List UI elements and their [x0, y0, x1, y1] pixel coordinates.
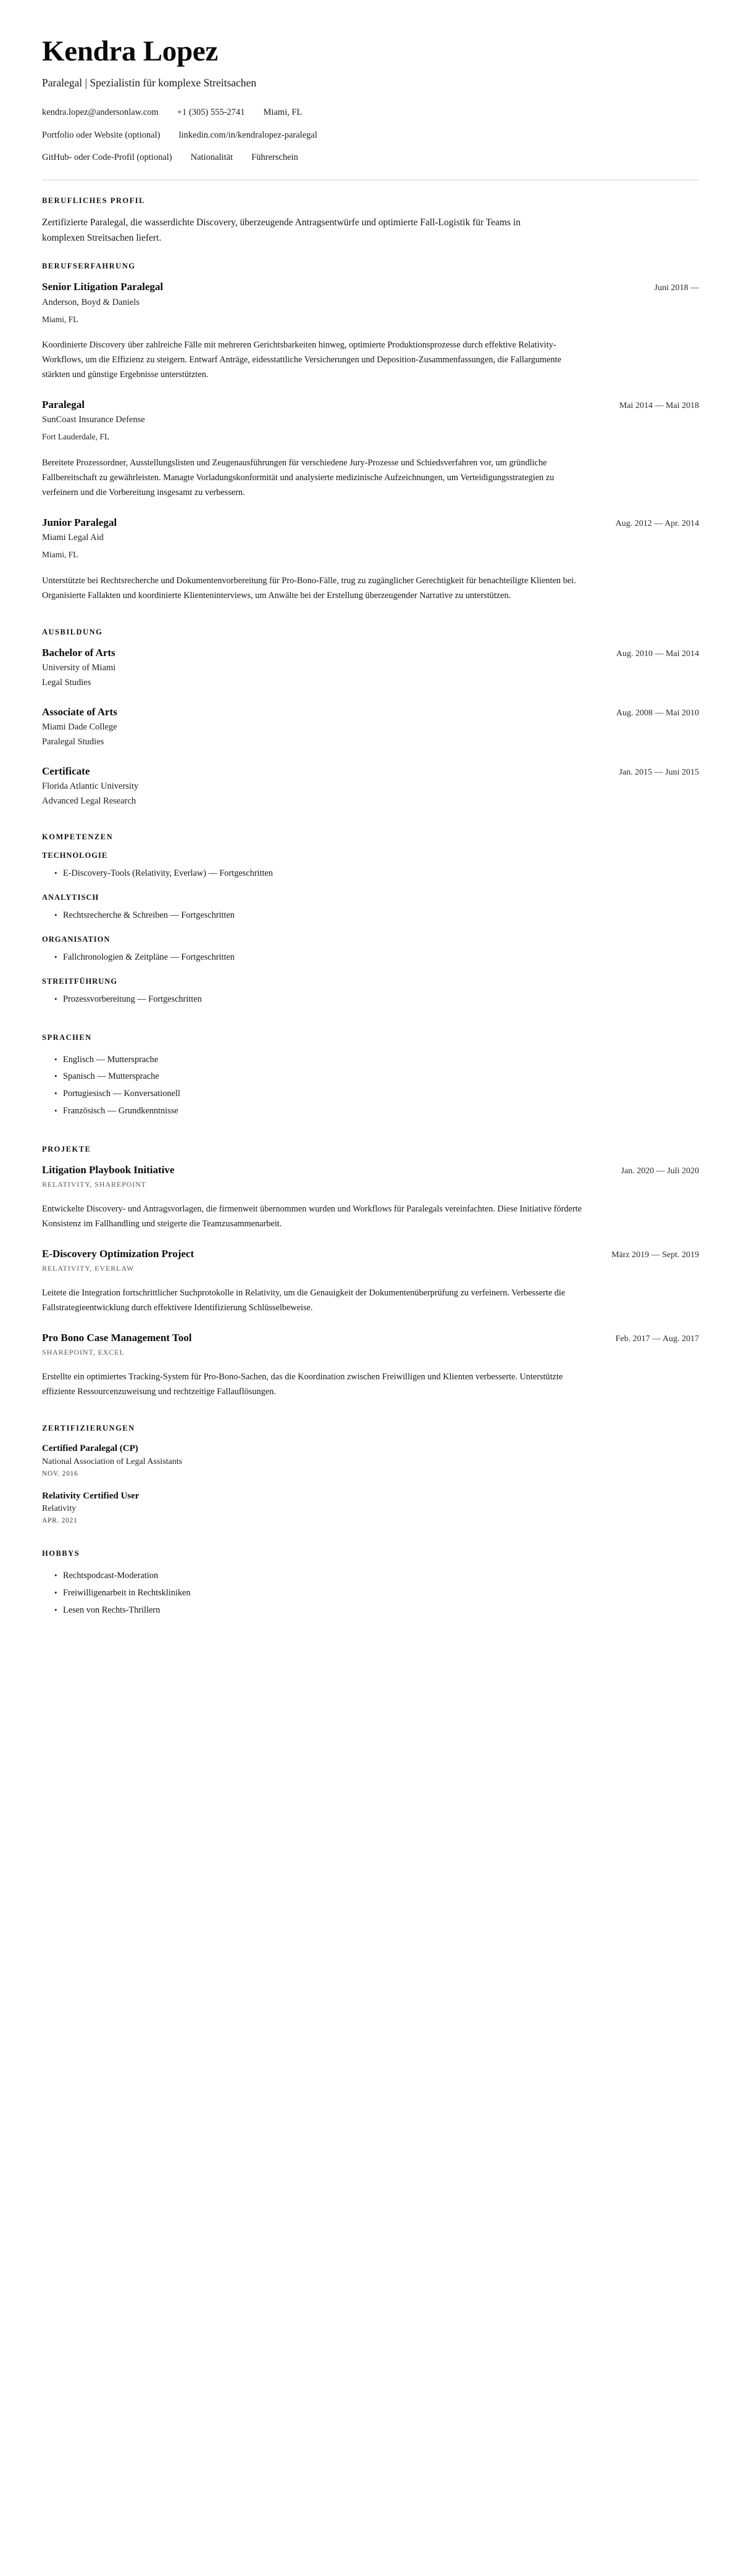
hobby-list	[42, 1568, 699, 1619]
candidate-headline: Paralegal | Spezialistin für komplexe Streitsachen	[42, 76, 257, 89]
section-title-education: AUSBILDUNG	[42, 627, 103, 636]
education-school: Florida Atlantic University	[42, 781, 139, 791]
spacer	[42, 1415, 699, 1424]
contact-github[interactable]: GitHub- oder Code-Profil (optional)	[42, 152, 172, 162]
contact-portfolio[interactable]: Portfolio oder Website (optional)	[42, 130, 161, 140]
spacer	[42, 619, 699, 628]
contact-location: Miami, FL	[263, 107, 303, 118]
education-dates: Aug. 2010 — Mai 2014	[616, 649, 699, 659]
education-dates: Aug. 2008 — Mai 2010	[616, 708, 699, 718]
skill-group	[42, 893, 699, 924]
experience-dates: Juni 2018 —	[654, 283, 699, 293]
profile-summary-text: Zertifizierte Paralegal, die wasserdichte Discovery, überzeugende Antragsentwürfe und optimierte Fall-Logistik für Teams in komplexen Streitsachen liefert.	[42, 217, 521, 244]
project-name: Litigation Playbook Initiative	[42, 1164, 175, 1176]
education-entry	[42, 765, 699, 808]
experience-role: Paralegal	[42, 399, 85, 411]
project-entry	[42, 1163, 699, 1231]
skill-group	[42, 935, 699, 966]
experience-role: Senior Litigation Paralegal	[42, 281, 164, 293]
education-field: Legal Studies	[42, 677, 91, 688]
experience-company: Anderson, Boyd & Daniels	[42, 297, 140, 307]
section-title-skills: KOMPETENZEN	[42, 833, 114, 841]
section-certifications	[42, 1424, 699, 1524]
project-entry	[42, 1247, 699, 1315]
language-item: • Französisch — Grundkenntnisse	[54, 1103, 699, 1120]
project-tags: RELATIVITY, EVERLAW	[42, 1264, 135, 1273]
project-entry-head	[42, 1247, 699, 1261]
experience-company: SunCoast Insurance Defense	[42, 415, 145, 425]
language-item: • Englisch — Muttersprache	[54, 1052, 699, 1069]
experience-description: Unterstützte bei Rechtsrecherche und Dokumentenvorbereitung für Pro-Bono-Fälle, trug zu zugänglicher Gerechtigkeit für benachteiligte Klienten bei. Organisierte Fallakten und koordinierte Klienteninterviews, um Anwälte bei der Erstellung überzeugender Narrative zu unterstützen.	[42, 575, 576, 600]
spacer	[42, 1024, 699, 1033]
experience-description: Koordinierte Discovery über zahlreiche Fälle mit mehreren Gerichtsbarkeiten hinweg, optimierte Produktionsprozesse durch effektive Relativity-Workflows, um die Effizienz zu steigern. Entwarf Anträge, eidesstattliche Versicherungen und Deposition-Zusammenfassungen, die Fallargumente stärkten und günstige Ergebnisse unterstützten.	[42, 340, 561, 380]
certification-date: APR. 2021	[42, 1516, 78, 1524]
spacer	[42, 1136, 699, 1145]
section-title-hobbies: HOBBYS	[42, 1548, 80, 1558]
project-entry-head	[42, 1163, 699, 1177]
certification-issuer: National Association of Legal Assistants	[42, 1456, 183, 1466]
section-skills	[42, 833, 699, 1008]
project-description: Erstellte ein optimiertes Tracking-System für Pro-Bono-Sachen, das die Koordination zwischen Freiwilligen und Klienten verbesserte. Unterstützte effiziente Ressourcenzuweisung und rechtzeitige Fallauflösungen.	[42, 1372, 563, 1397]
certification-entry	[42, 1490, 699, 1524]
certification-date: NOV. 2016	[42, 1469, 78, 1477]
spacer	[42, 824, 699, 833]
hobby-item: • Lesen von Rechts-Thrillern	[54, 1602, 699, 1619]
project-tags: SHAREPOINT, EXCEL	[42, 1348, 125, 1357]
certification-entry	[42, 1442, 699, 1477]
contact-line-extra	[42, 151, 699, 164]
hobby-item: • Rechtspodcast-Moderation	[54, 1568, 699, 1585]
education-degree: Bachelor of Arts	[42, 646, 115, 659]
experience-company: Miami Legal Aid	[42, 533, 104, 543]
section-hobbies	[42, 1549, 699, 1619]
education-dates: Jan. 2015 — Juni 2015	[619, 767, 699, 777]
project-entry-head	[42, 1331, 699, 1345]
experience-entry-head	[42, 398, 699, 412]
contact-line-web	[42, 129, 699, 141]
experience-dates: Aug. 2012 — Apr. 2014	[615, 518, 699, 528]
skill-group-title: ORGANISATION	[42, 934, 111, 944]
project-description: Entwickelte Discovery- und Antragsvorlagen, die firmenweit übernommen wurden und Workflows für Paralegals vereinfachten. Diese Initiative förderte Konsistenz im Fallhandling und steigerte die Teamzusammenarbeit.	[42, 1204, 582, 1229]
experience-location: Miami, FL	[42, 550, 78, 560]
certification-issuer: Relativity	[42, 1503, 77, 1513]
skill-group	[42, 851, 699, 883]
section-title-profile: BERUFLICHES PROFIL	[42, 196, 145, 206]
experience-entry	[42, 280, 699, 382]
education-school: Miami Dade College	[42, 721, 117, 732]
section-profile	[42, 196, 699, 246]
contact-linkedin[interactable]: linkedin.com/in/kendralopez-paralegal	[178, 130, 317, 140]
language-list	[42, 1052, 699, 1121]
certification-name: Certified Paralegal (CP)	[42, 1444, 138, 1454]
skill-list	[42, 949, 699, 966]
contact-line-primary	[42, 106, 699, 118]
project-name: Pro Bono Case Management Tool	[42, 1332, 192, 1344]
skill-group-title: TECHNOLOGIE	[42, 851, 108, 860]
skill-item: • Prozessvorbereitung — Fortgeschritten	[54, 991, 699, 1008]
education-field: Paralegal Studies	[42, 736, 104, 747]
section-title-projects: PROJEKTE	[42, 1145, 91, 1153]
experience-role: Junior Paralegal	[42, 516, 117, 528]
experience-dates: Mai 2014 — Mai 2018	[619, 401, 699, 411]
skill-item: • Fallchronologien & Zeitpläne — Fortgeschritten	[54, 949, 699, 966]
contact-driving-license: Führerschein	[251, 152, 298, 162]
skill-list	[42, 865, 699, 883]
project-dates: Feb. 2017 — Aug. 2017	[615, 1334, 699, 1344]
experience-entry-head	[42, 280, 699, 294]
contact-email[interactable]: kendra.lopez@andersonlaw.com	[42, 107, 159, 118]
spacer	[42, 1540, 699, 1549]
project-name: E-Discovery Optimization Project	[42, 1248, 195, 1260]
education-school: University of Miami	[42, 662, 116, 673]
project-description: Leitete die Integration fortschrittlicher Suchprotokolle in Relativity, um die Genauigkeit der Dokumentenüberprüfung zu verfeinern. Verbesserte die Fallstrategieentwicklung durch effektivere Identifizierung Schlüsselbeweise.	[42, 1288, 566, 1313]
skill-list	[42, 991, 699, 1008]
project-dates: Jan. 2020 — Juli 2020	[621, 1166, 699, 1176]
experience-entry	[42, 516, 699, 603]
skill-group-title: ANALYTISCH	[42, 892, 99, 902]
skill-list	[42, 907, 699, 924]
section-experience	[42, 262, 699, 602]
education-entry-head	[42, 765, 699, 778]
education-degree: Certificate	[42, 765, 90, 777]
certification-name: Relativity Certified User	[42, 1490, 140, 1501]
skill-group	[42, 977, 699, 1008]
section-projects	[42, 1145, 699, 1399]
experience-entry-head	[42, 516, 699, 530]
education-entry	[42, 705, 699, 749]
skill-group-title: STREITFÜHRUNG	[42, 976, 118, 986]
experience-location: Fort Lauderdale, FL	[42, 432, 110, 442]
contact-nationality: Nationalität	[190, 152, 233, 162]
project-dates: März 2019 — Sept. 2019	[611, 1250, 699, 1260]
project-entry	[42, 1331, 699, 1399]
experience-entry	[42, 398, 699, 500]
section-title-experience: BERUFSERFAHRUNG	[42, 262, 136, 271]
experience-description: Bereitete Prozessordner, Ausstellungslisten und Zeugenausführungen für verschiedene Jury-Prozesse und Schiedsverfahren vor, um gründliche Fallbereitschaft zu gewährleisten. Managte Vorladungskonformität und analysierte medizinische Aufzeichnungen, um Verteidigungsstrategien zu verfeinern und die Vorbereitung insgesamt zu verbessern.	[42, 457, 555, 497]
project-tags: RELATIVITY, SHAREPOINT	[42, 1180, 146, 1189]
education-degree: Associate of Arts	[42, 705, 117, 718]
section-title-languages: SPRACHEN	[42, 1032, 92, 1042]
section-title-certifications: ZERTIFIZIERUNGEN	[42, 1424, 135, 1433]
section-education	[42, 628, 699, 808]
language-item: • Portugiesisch — Konversationell	[54, 1086, 699, 1103]
skill-item: • Rechtsrecherche & Schreiben — Fortgeschritten	[54, 907, 699, 924]
language-item: • Spanisch — Muttersprache	[54, 1068, 699, 1086]
education-entry	[42, 646, 699, 689]
candidate-name: Kendra Lopez	[42, 35, 218, 67]
education-entry-head	[42, 705, 699, 719]
hobby-item: • Freiwilligenarbeit in Rechtskliniken	[54, 1585, 699, 1602]
contact-phone[interactable]: +1 (305) 555-2741	[177, 107, 245, 118]
experience-location: Miami, FL	[42, 314, 78, 324]
section-languages	[42, 1033, 699, 1121]
education-entry-head	[42, 646, 699, 660]
skill-item: • E-Discovery-Tools (Relativity, Everlaw) — Fortgeschritten	[54, 865, 699, 883]
education-field: Advanced Legal Research	[42, 796, 136, 806]
